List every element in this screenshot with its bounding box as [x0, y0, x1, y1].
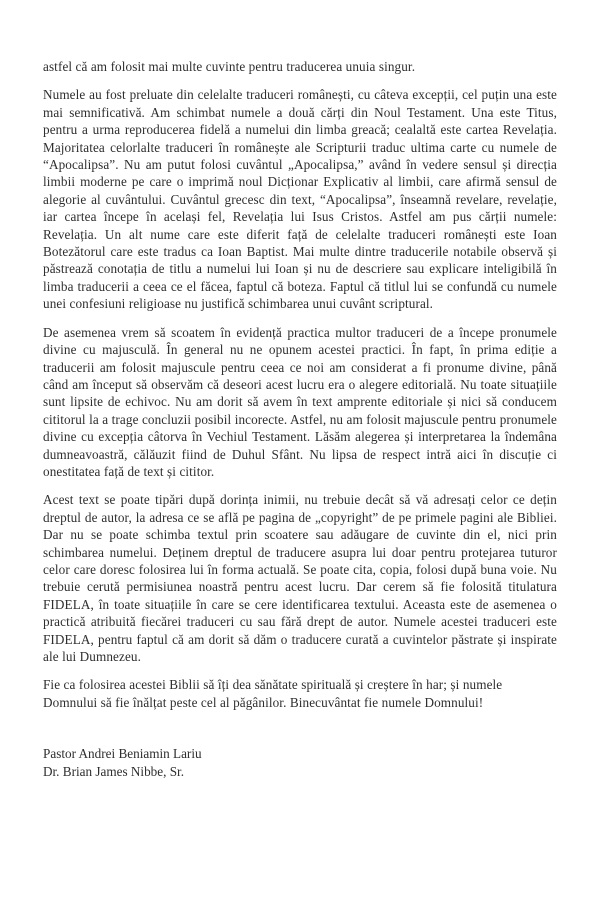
signature-line-pastor: Pastor Andrei Beniamin Lariu — [43, 746, 202, 762]
paragraph-blessing: Fie ca folosirea acestei Biblii să îți dea sănătate spirituală și creștere în har; și numele Domnului să fie înălțat peste cel al păgânilor. Binecuvântat fie numele Domnului! — [43, 677, 503, 710]
signature-block — [43, 745, 557, 780]
paragraph-continuation: astfel că am folosit mai multe cuvinte pentru traducerea unuia singur. — [43, 59, 416, 74]
text-block — [43, 58, 557, 780]
paragraph-divine-pronouns: De asemenea vrem să scoatem în evidență practica multor traduceri de a începe pronumele divine cu majusculă. În general nu ne opunem acestei practici. În fapt, în prima ediție a traducerii am folosit majuscule pentru ceea ce noi am considerat a fi pronume divine, până când am început să observăm că deseori acest lucru era o alegere editorială. Nu toate situațiile sunt lipsite de echivoc. Nu am dorit să avem în text amprente editoriale și nici să conducem cititorul la a trage concluzii posibil incorecte. Astfel, nu am folosit majuscule pentru pronumele divine cu excepția câtorva în Vechiul Testament. Lăsăm alegerea și interpretarea la îndemâna dumneavoastră, călăuzit fiind de Duhul Sfânt. Nu lipsa de respect intră aici în discuție ci onestitatea față de text și cititor. — [43, 324, 557, 479]
signature-line-doctor: Dr. Brian James Nibbe, Sr. — [43, 763, 185, 779]
paragraph-copyright-fidela: Acest text se poate tipări după dorința inimii, nu trebuie decât să vă adresați celor ce dețin dreptul de autor, la adresa ce se află pe pagina de „copyright” de pe primele pagini ale Bibliei. Dar nu se poate schimba textul prin scoatere sau adăugare de cuvinte din el, nici prin schimbarea numelui. Deținem dreptul de traducere asupra lui doar pentru protejarea tuturor celor care doresc folosirea lui în forma actuală. Se poate cita, copia, folosi după buna voie. Nu trebuie cerută permisiunea noastră pentru acest lucru. Dar cerem să fie folosită titulatura FIDELA, în toate situațiile în care se cere identificarea textului. Aceasta este de asemenea o practică atribuită fiecărei traduceri cu sau fără drept de autor. Numele acestei traduceri este FIDELA, pentru faptul că am dorit să dăm o traducere curată a cuvintelor păstrate și inspirate ale lui Dumnezeu. — [43, 492, 557, 664]
paragraph-names-translation: Numele au fost preluate din celelalte traduceri românești, cu câteva excepții, cel puțin una este mai semnificativă. Am schimbat numele a două cărți din Noul Testament. Una este Titus, pentru a urma reproducerea fidelă a numelui din limba greacă; cealaltă este cartea Revelația. Majoritatea celorlalte traduceri în românește ale Scripturii traduc ultima carte cu numele de “Apocalipsa”. Nu am putut folosi cuvântul „Apocalipsa,” având în vedere sensul și direcția limbii moderne pe care o imprimă noul Dicționar Explicativ al limbii, care afirmă sensul de alegorie al cuvântului. Cuvântul grecesc din text, “Apocalipsa”, înseamnă revelare, revelație, iar cartea începe în același fel, Revelația lui Isus Cristos. Astfel am pus cărții numele: Revelația. Un alt nume care este diferit față de celelalte traduceri românești este Ioan Botezătorul care este tradus ca Ioan Baptist. Mai multe dintre traducerile notabile observă și păstrează conotația de titlu a numelui lui Ioan și nu de descriere sau explicare inteligibilă în limba traducerii a ceea ce el făcea, faptul că boteza. Faptul că titlul lui se confundă cu numele unei confesiuni religioase nu justifică schimbarea unui cuvânt scriptural. — [43, 87, 557, 312]
